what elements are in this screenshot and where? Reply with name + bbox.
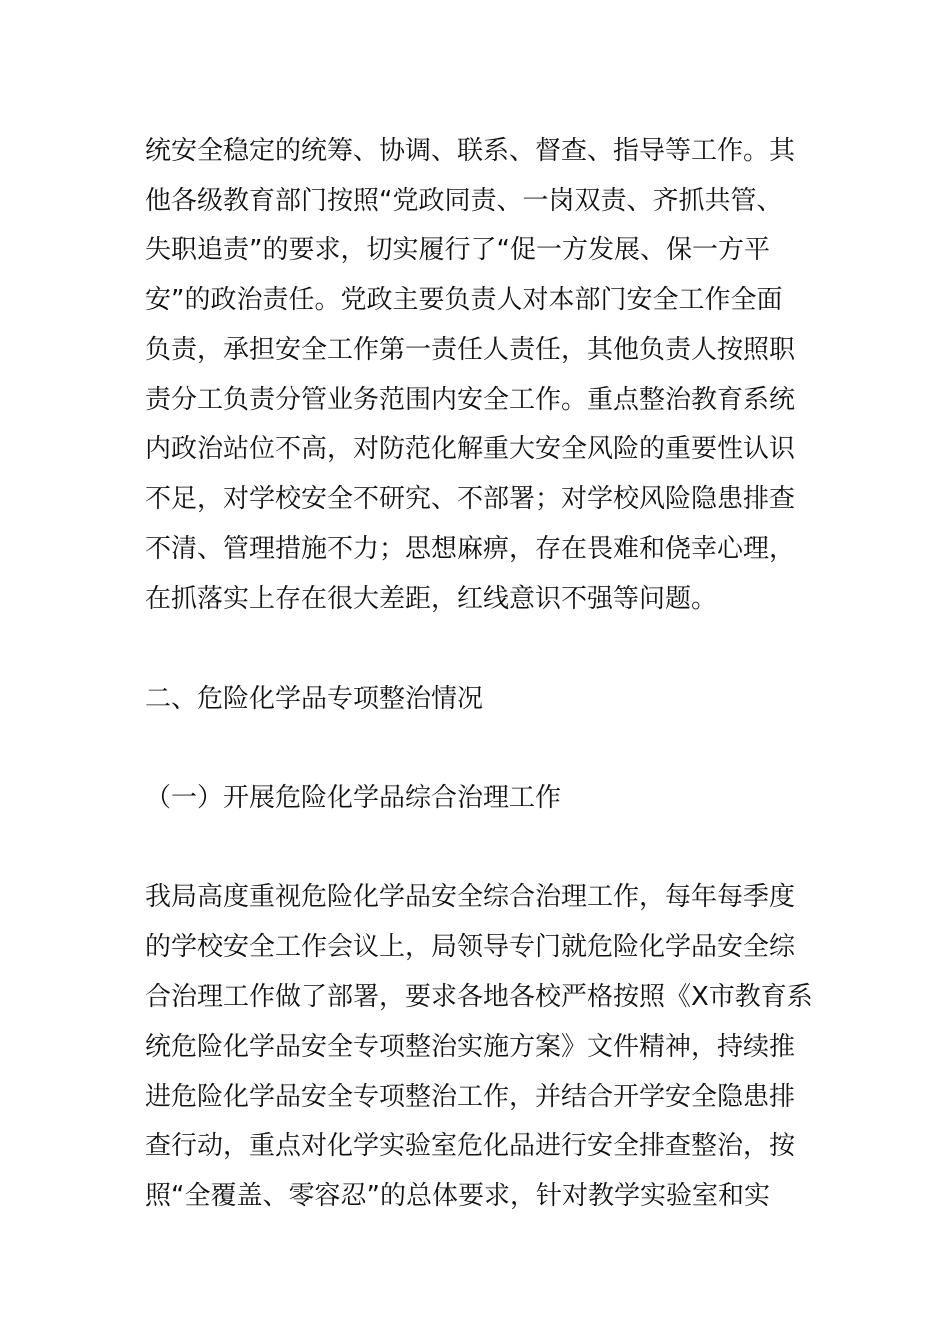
text-line: 进危险化学品安全专项整治工作，并结合开学安全隐患排 <box>145 1082 796 1112</box>
text-line: 的学校安全工作会议上，局领导专门就危险化学品安全综 <box>145 932 796 962</box>
text-line: 我局高度重视危险化学品安全综合治理工作，每年每季度 <box>145 882 796 912</box>
text-line: 合治理工作做了部署，要求各地各校严格按照《X市教育系 <box>145 982 813 1012</box>
text-line: 照“全覆盖、零容忍”的总体要求，针对教学实验室和实 <box>145 1181 770 1211</box>
text-line: 不足，对学校安全不研究、不部署；对学校风险隐患排查 <box>145 484 796 514</box>
text-line: 失职追责”的要求，切实履行了“促一方发展、保一方平 <box>145 235 770 265</box>
subsection-heading: （一）开展危险化学品综合治理工作 <box>145 783 562 813</box>
text-line: 在抓落实上存在很大差距，红线意识不强等问题。 <box>145 584 718 614</box>
text-line: 统安全稳定的统筹、协调、联系、督查、指导等工作。其 <box>145 136 796 166</box>
text-line: 他各级教育部门按照“党政同责、一岗双责、齐抓共管、 <box>145 186 783 216</box>
text-line: 安”的政治责任。党政主要负责人对本部门安全工作全面 <box>145 285 783 315</box>
text-line: 负责，承担安全工作第一责任人责任，其他负责人按照职 <box>145 335 796 365</box>
text-line: 不清、管理措施不力；思想麻痹，存在畏难和侥幸心理， <box>145 534 796 564</box>
text-line: 统危险化学品安全专项整治实施方案》文件精神，持续推 <box>145 1032 796 1062</box>
text-line: 查行动，重点对化学实验室危化品进行安全排查整治，按 <box>145 1131 796 1161</box>
text-line: 内政治站位不高，对防范化解重大安全风险的重要性认识 <box>145 434 796 464</box>
section-heading: 二、危险化学品专项整治情况 <box>145 684 484 714</box>
text-line: 责分工负责分管业务范围内安全工作。重点整治教育系统 <box>145 385 796 415</box>
